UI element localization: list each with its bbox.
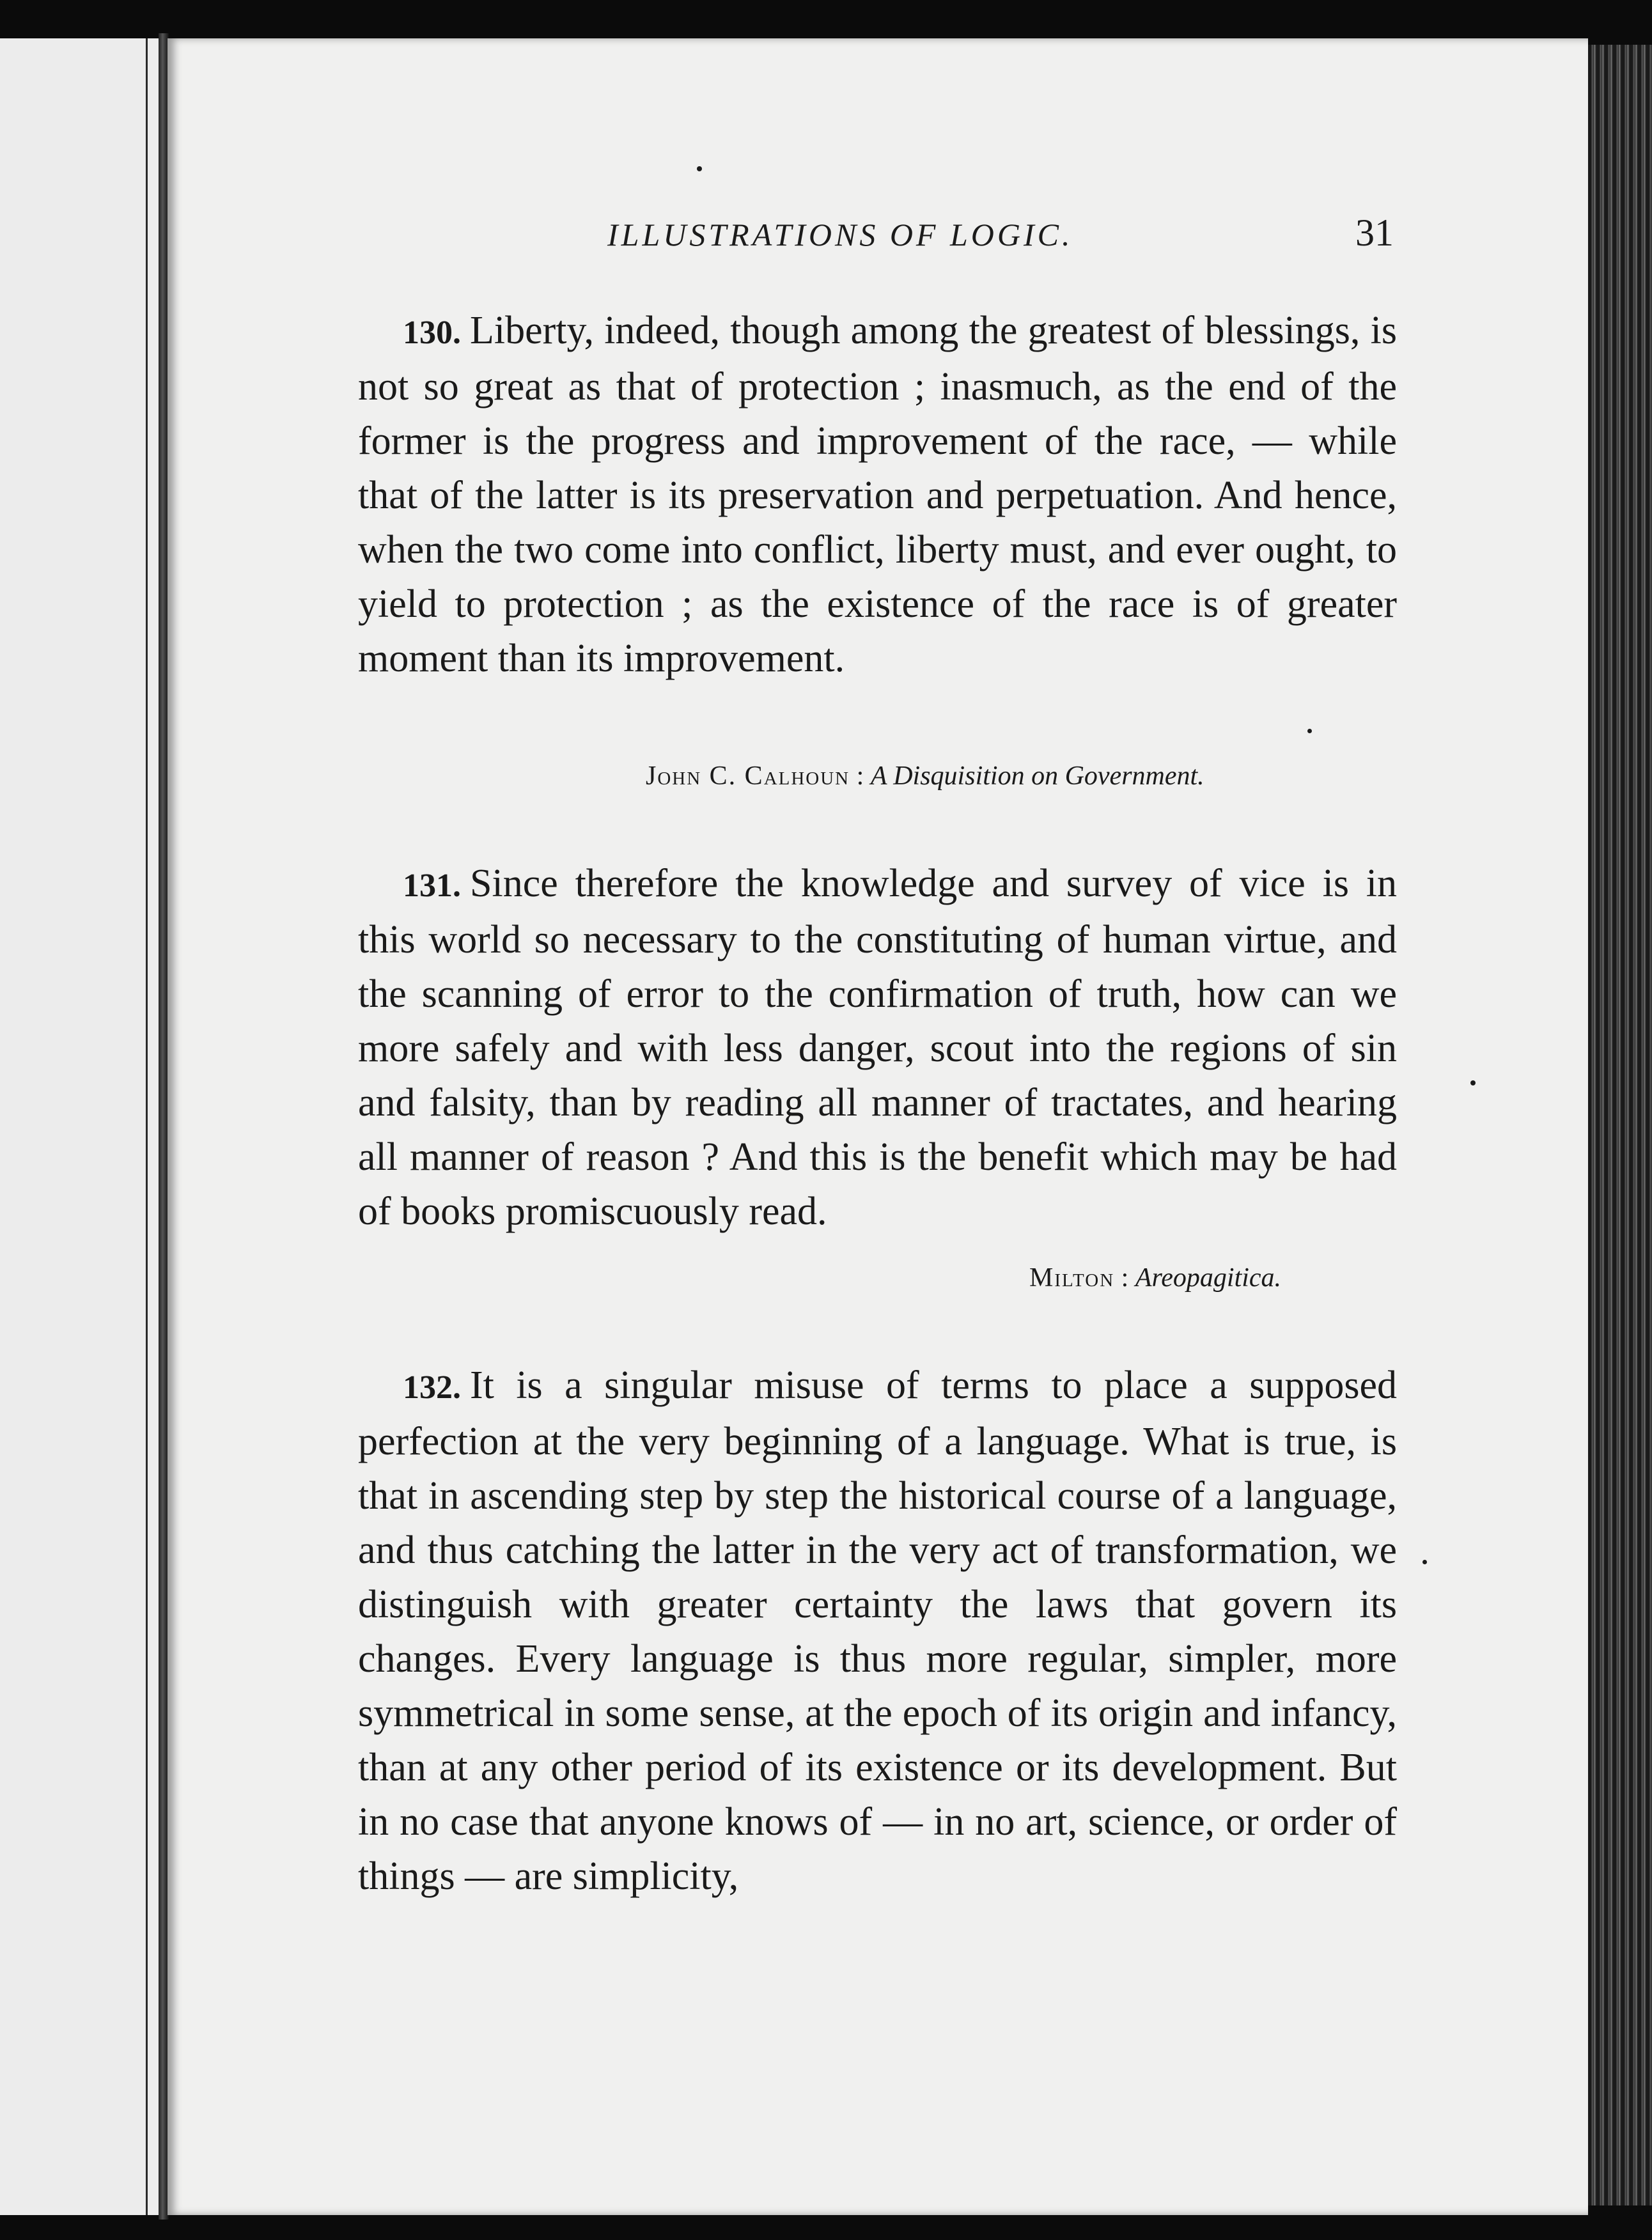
running-head: ILLUSTRATIONS OF LOGIC. <box>607 217 1073 253</box>
attribution-separator: : <box>1114 1263 1135 1293</box>
entry-text: Liberty, indeed, though among the greatest of blessings, is not so great as that of protection ; inasmuch, as the end of the former is the progress and improvement of the race, — while that of the latter is its preservation and perpetuation. And hence, when the two come into conflict, liberty must, and ever ought, to yield to protection ; as the existence of the race is of greater moment than its improvement. <box>358 309 1397 680</box>
entry-number: 131. <box>403 867 461 904</box>
attribution-work: Areopagitica. <box>1135 1263 1282 1293</box>
entry-text: Since therefore the knowledge and survey of vice is in this world so necessary to the constituting of human virtue, and the scanning of error to the confirmation of truth, how can we more safely and with less danger, scout into the regions of sin and falsity, than by reading all manner of tractates, and hearing all manner of reason ? And this is the benefit which may be had of books promiscuously read. <box>358 862 1397 1233</box>
attribution-author: Milton <box>1029 1263 1115 1293</box>
page-number: 31 <box>1355 212 1394 254</box>
attribution-separator: : <box>850 761 871 791</box>
entry-text: It is a singular misuse of terms to place a supposed perfection at the very beginning of a language. What is true, is that in ascending step by step the historical course of a language, and thus catching the latter in the very act of transformation, we distinguish with greater certainty the laws that govern its changes. Every language is thus more regular, simpler, more symmetrical in some sense, at the epoch of its origin and infancy, than at any other period of its existence or its development. But in no case that anyone knows of — in no art, science, or order of things — are simplicity, <box>358 1364 1397 1898</box>
attribution-131 <box>1029 1263 1281 1293</box>
speck <box>1422 1560 1427 1564</box>
entry-130 <box>358 304 1397 686</box>
attribution-130 <box>646 761 1204 791</box>
entry-131 <box>358 857 1397 1239</box>
page-fore-edge <box>1588 45 1652 2205</box>
facing-page-edge <box>0 38 163 2215</box>
speck <box>697 166 702 171</box>
attribution-work: A Disquisition on Government. <box>870 761 1204 791</box>
speck <box>1307 729 1312 733</box>
entry-number: 132. <box>403 1369 461 1406</box>
speck <box>1470 1080 1476 1085</box>
gutter-line <box>146 38 148 2215</box>
entry-number: 130. <box>403 315 461 351</box>
entry-132 <box>358 1358 1397 1904</box>
attribution-author: John C. Calhoun <box>646 761 850 791</box>
